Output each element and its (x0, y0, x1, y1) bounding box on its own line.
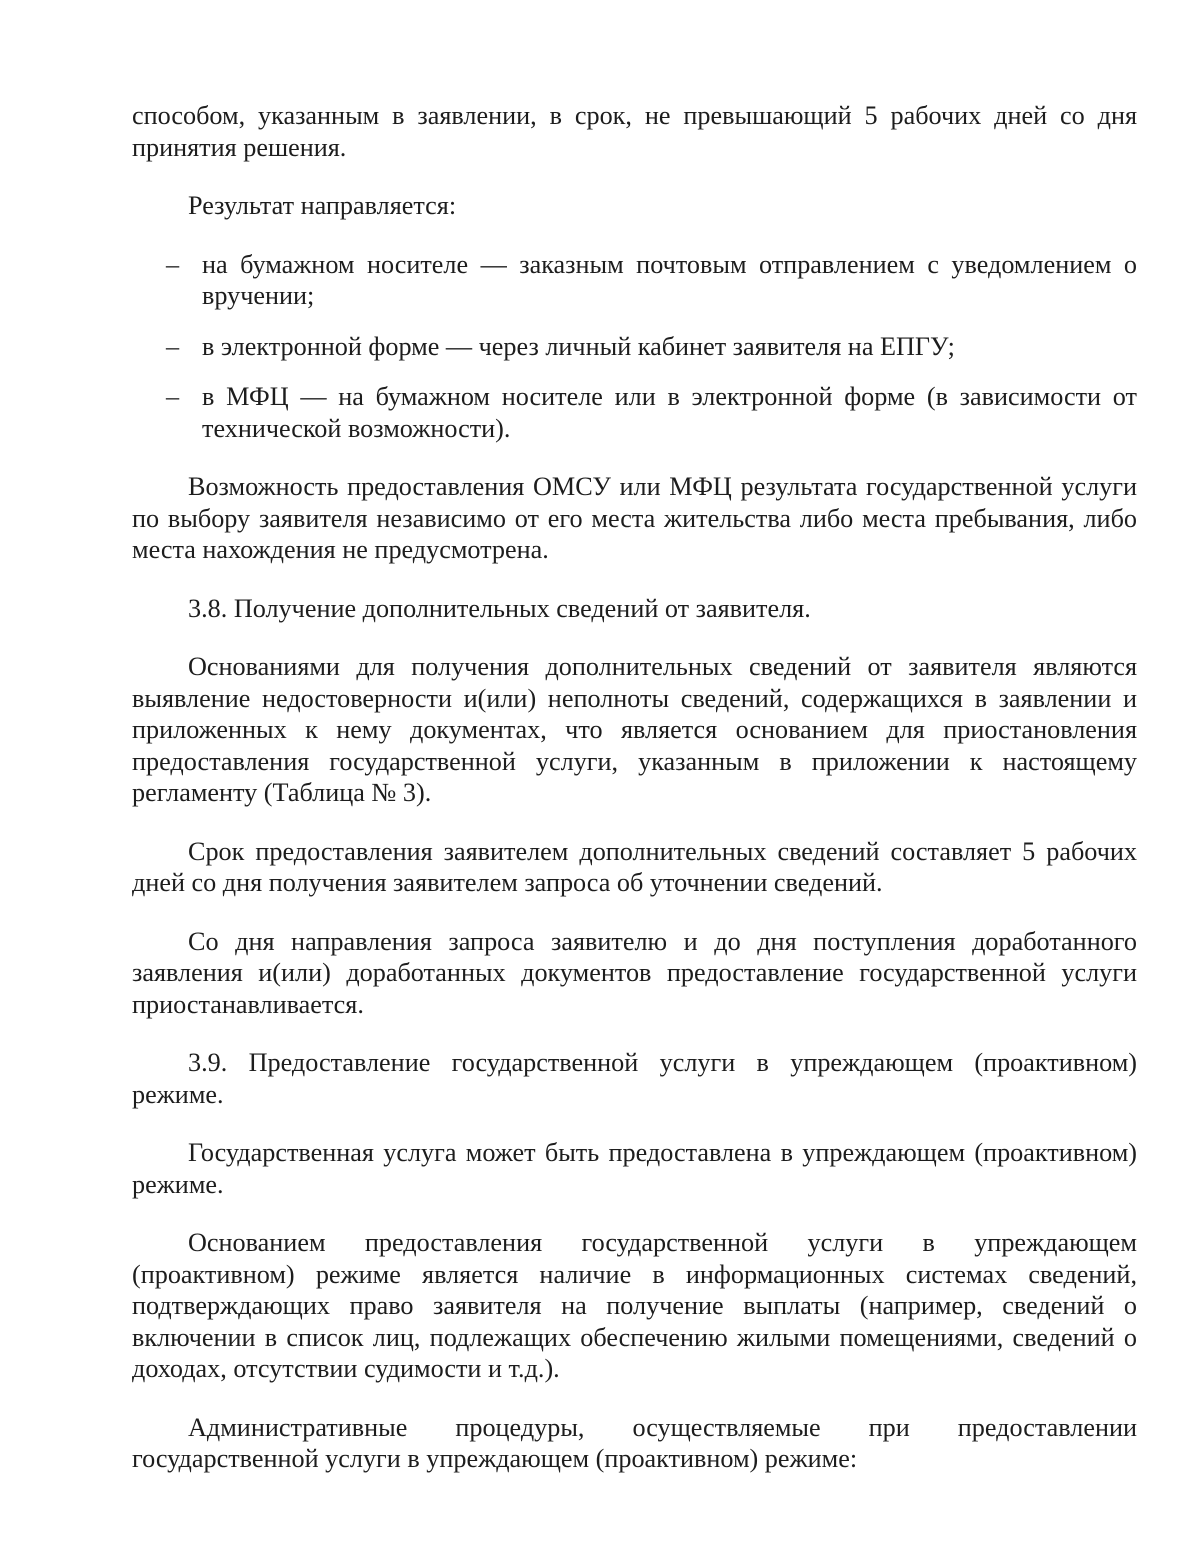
list-item (132, 331, 1137, 363)
list-dash: – (166, 331, 180, 361)
section-heading-3-8: 3.8. Получение дополнительных сведений от заявителя. (188, 593, 811, 623)
delivery-methods-list (132, 249, 1137, 445)
paragraph-proactive-basis: Основанием предоставления государственной услуги в упреждающем (проактивном) режиме является наличие в информационных системах сведений, подтверждающих право заявителя на получение выплаты (например, сведений о включении в список лиц, подлежащих обеспечению жилыми помещениями, сведений о доходах, отсутствии судимости и т.д.). (132, 1228, 1137, 1383)
list-dash: – (166, 382, 180, 411)
paragraph-result-sent: Результат направляется: (188, 191, 457, 220)
list-item-text: в электронной форме — через личный кабинет заявителя на ЕПГУ; (202, 331, 955, 361)
list-dash: – (166, 249, 180, 279)
paragraph-procedures: Административные процедуры, осуществляемые при предоставлении государственной услуги в упреждающем (проактивном) режиме: (132, 1412, 1137, 1473)
paragraph-proactive-mode: Государственная услуга может быть предоставлена в упреждающем (проактивном) режиме. (132, 1138, 1137, 1199)
paragraph-deadline: Срок предоставления заявителем дополнительных сведений составляет 5 рабочих дней со дня получения заявителем запроса об уточнении сведений. (132, 836, 1137, 897)
document-page (132, 100, 1137, 1502)
list-item-text: в МФЦ — на бумажном носителе или в электронной форме (в зависимости от технической возможности). (202, 382, 1137, 443)
list-item (132, 381, 1137, 444)
paragraph-possibility: Возможность предоставления ОМСУ или МФЦ результата государственной услуги по выбору заявителя независимо от его места жительства либо места пребывания, либо места нахождения не предусмотрена. (132, 472, 1137, 564)
paragraph-suspension: Со дня направления запроса заявителю и до дня поступления доработанного заявления и(или) доработанных документов предоставление государственной услуги приостанавливается. (132, 926, 1137, 1019)
section-heading-3-9: 3.9. Предоставление государственной услуги в упреждающем (проактивном) режиме. (132, 1048, 1137, 1109)
list-item (132, 249, 1137, 312)
paragraph-result-delivery: способом, указанным в заявлении, в срок, не превышающий 5 рабочих дней со дня принятия решения. (132, 101, 1137, 162)
list-item-text: на бумажном носителе — заказным почтовым отправлением с уведомлением о вручении; (202, 249, 1137, 310)
paragraph-grounds: Основаниями для получения дополнительных сведений от заявителя являются выявление недостоверности и(или) неполноты сведений, содержащихся в заявлении и приложенных к нему документах, что является основанием для приостановления предоставления государственной услуги, указанным в приложении к настоящему регламенту (Таблица № 3). (132, 652, 1137, 807)
